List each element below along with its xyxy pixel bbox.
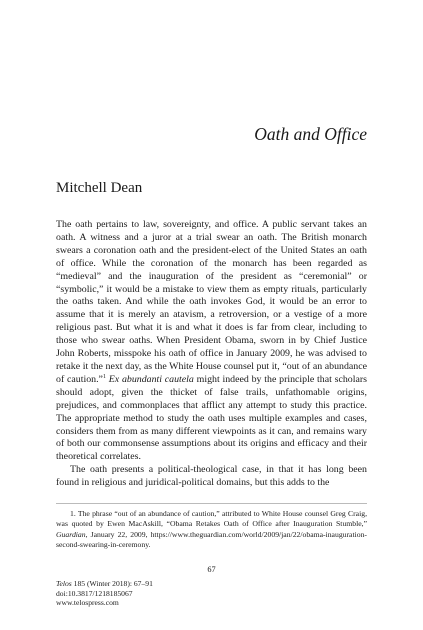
article-author: Mitchell Dean <box>56 180 143 196</box>
article-body <box>56 219 367 490</box>
body-paragraph-1-text-continued: might indeed by the principle that scholars should adopt, given the thicket of false trails, unfathomable origins, prejudices, and commonplaces that afflict any attempt to study this practice. The appropriate method to study the oath uses multiple examples and cases, considers them from as many different viewpoints as it can, and remains wary of both our commonsense assumptions about its origins and efficacy and their theoretical correlates. <box>56 373 367 463</box>
page-number: 67 <box>207 565 216 574</box>
body-paragraph-1-text: The oath pertains to law, sovereignty, and office. A public servant takes an oath. A witness and a juror at a trial swear an oath. The British monarch swears a coronation oath and the president-elect of the United States an oath of office. While the coronation of the monarch has been regarded as “medieval” and the inauguration of the president as “ceremonial” or “symbolic,” it would be a mistake to view them as empty rituals, particularly the oaths taken. And while the oath invokes God, it would be an error to assume that it is merely an atavism, a retroversion, or a vestige of a more religious past. But what it is and what it does is far from clear, including to those who swear oaths. When President Obama, sworn in by Chief Justice John Roberts, misspoke his oath of office in January 2009, he was advised to retake it the next day, as the White House counsel put it, “out of an abundance of caution.” <box>56 219 367 385</box>
footnote-marker: 1 <box>102 373 106 380</box>
journal-citation <box>56 579 153 589</box>
article-title: Oath and Office <box>254 124 367 144</box>
footnote-divider <box>56 503 367 504</box>
footnote-1-source: Guardian <box>56 529 86 539</box>
body-paragraph-1-latin-phrase: Ex abundanti cautela <box>108 373 194 385</box>
footnote <box>56 509 367 550</box>
journal-info <box>56 579 153 608</box>
journal-doi: doi:10.3817/1218185067 <box>56 588 133 598</box>
journal-url: www.telospress.com <box>56 598 119 608</box>
journal-issue: 185 (Winter 2018): 67–91 <box>71 579 153 588</box>
body-paragraph-1 <box>56 219 367 464</box>
footnote-1-text-continued: , January 22, 2009, https://www.theguardian.com/world/2009/jan/22/obama-inauguration-second-swearing-in-ceremony. <box>56 529 367 549</box>
journal-name: Telos <box>56 579 72 588</box>
body-paragraph-2: The oath presents a political-theological case, in that it has long been found in religious and juridical-political domains, but this adds to the <box>56 464 367 489</box>
footnote-1 <box>56 509 367 550</box>
footnote-1-text: 1. The phrase “out of an abundance of caution,” attributed to White House counsel Greg Craig, was quoted by Ewen MacAskill, “Obama Retakes Oath of Office after Inauguration Stumble,” <box>56 509 367 529</box>
